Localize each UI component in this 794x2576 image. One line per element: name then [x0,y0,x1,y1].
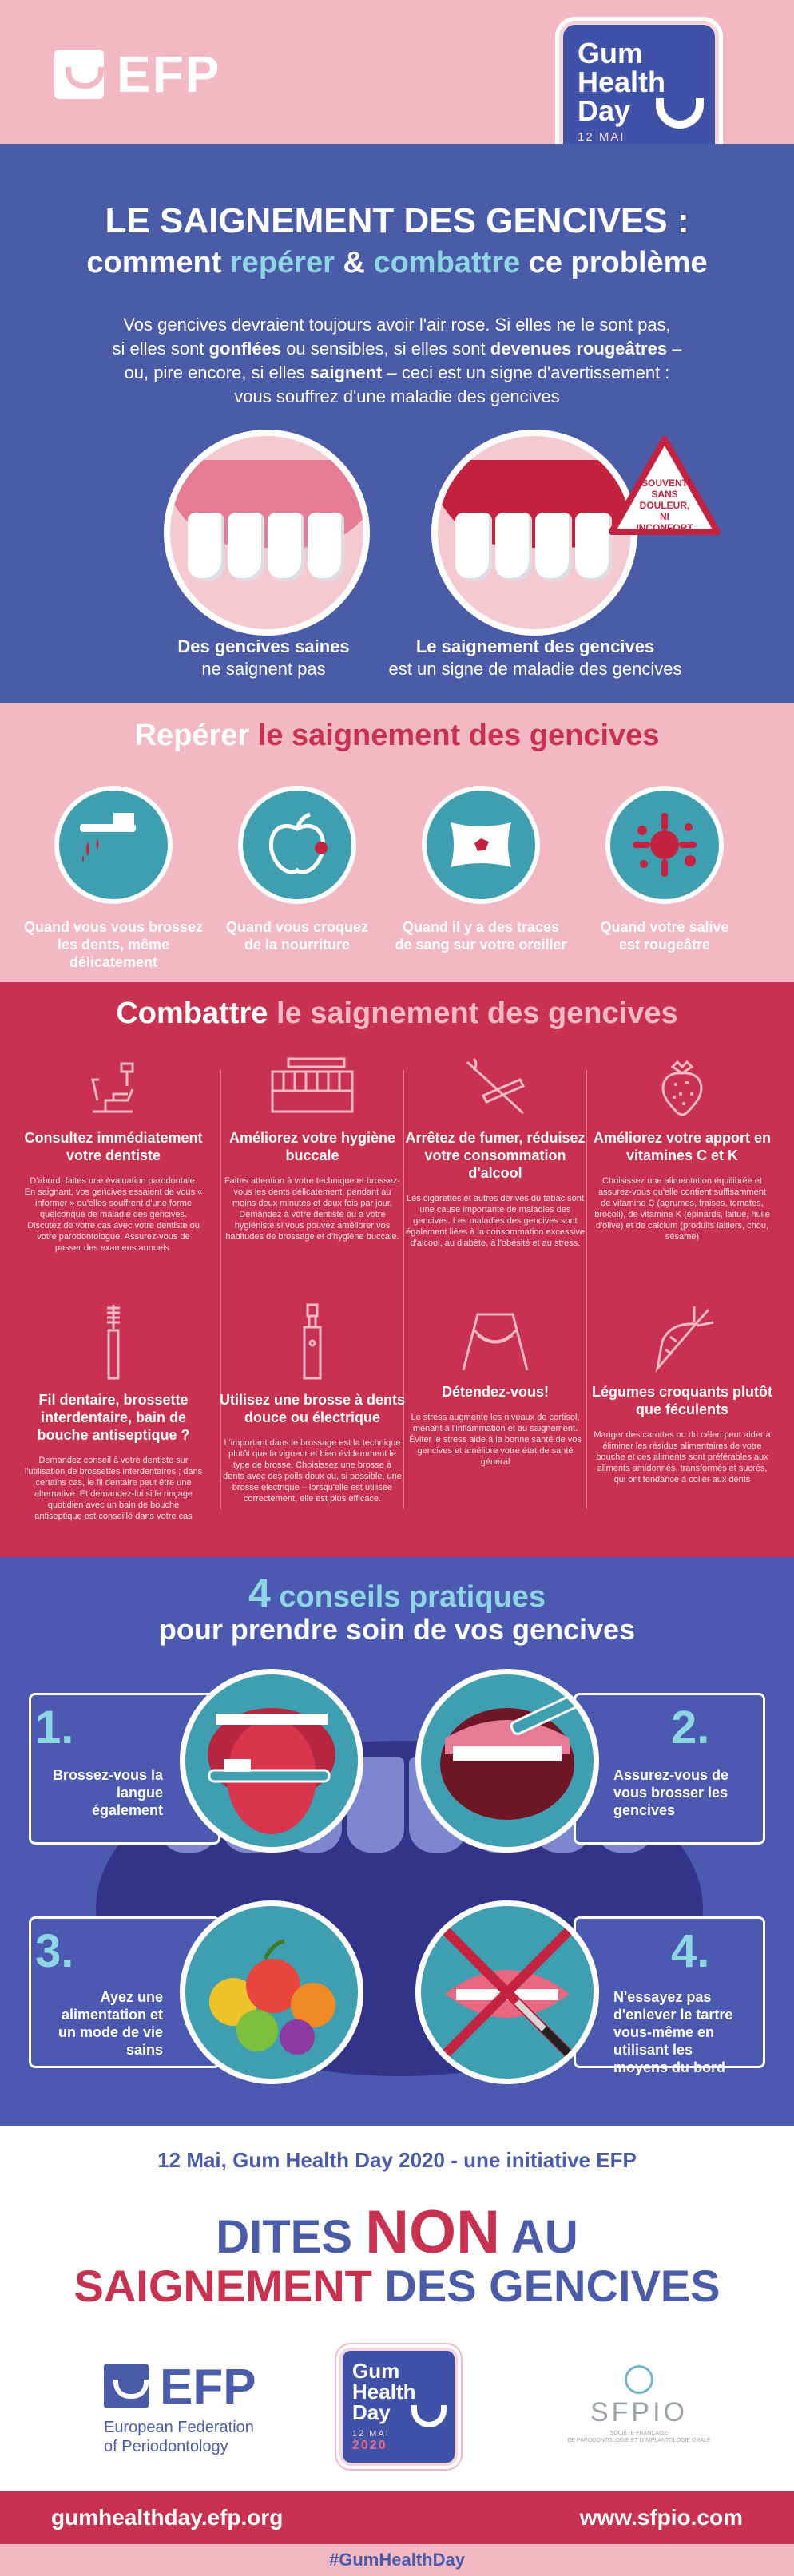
healthy-caption-rest: ne saignent pas [201,659,326,679]
tooth [228,513,264,581]
efp-smile-icon [54,50,104,99]
spot-caption-food-l1: Quand vous croquez [225,919,369,935]
smile-icon [411,2405,447,2427]
slogan-saignement: SAIGNEMENT [73,2261,372,2311]
fight-item-text: Faites attention à votre technique et brossez-vous les dents délicatement, pendant au moins deux minutes et deux fois par jour. Demandez à votre dentiste ou à votre hygiéniste si vous pouvez améliorer vos habitudes de brossage et d'hygiène buccale. [224,1176,401,1242]
fight-section [0,982,794,1557]
intro-section [0,144,794,703]
no-tartar-removal-illustration [415,1900,599,2084]
tip-number-3: 3. [35,1925,74,1977]
spot-title-red: le saignement des gencives [249,719,660,752]
tooth [535,513,572,581]
no-smoking-icon [459,1056,531,1120]
footer [0,2126,794,2576]
warning-sign [609,436,721,535]
tip-text-2: Assurez-vous de vous brosser les gencives [613,1767,729,1818]
tip-text-1: Brossez-vous la langue également [52,1767,163,1818]
spot-caption-food [205,918,389,953]
badge-title-line3: Day [578,94,631,127]
sfpio-link[interactable]: www.sfpio.com [579,2505,743,2530]
tooth [495,513,532,581]
intro-line3 [88,361,706,385]
spot-caption-saliva-l1: Quand votre salive [600,919,729,935]
footer-badge-date: 12 MAI [352,2429,390,2439]
spot-caption-pillow-l1: Quand il y a des traces [402,919,560,935]
subtitle-highlight-fight: combattre [373,246,521,279]
main-subtitle [0,246,794,280]
warning-line1: SOUVENT [641,478,688,489]
subtitle-pre: comment [86,246,230,279]
url-bar [0,2491,794,2544]
intro-line2-d: devenues rougeâtres [490,339,668,359]
fight-item-relax [399,1302,591,1468]
warning-line2: SANS [651,489,678,500]
fight-item-title: Améliorez votre apport en vitamines C et K [593,1130,772,1163]
footer-badge-l1: Gum [352,2359,400,2383]
subtitle-mid: & [334,246,374,279]
bleeding-caption [375,636,695,680]
efp-smile-icon [104,2364,149,2408]
apple-icon [238,786,356,904]
tip-number-4: 4. [671,1925,710,1977]
toothbrush-icon [54,786,173,904]
tip-text-3: Ayez une alimentation et un mode de vie sains [58,1989,163,2058]
fight-item-text: Manger des carottes ou du céleri peut aider à éliminer les résidus alimentaires de votre bouche et ces aliments sont préférables aux aliments amidonnés, transformés et sucrés, qui ont tendance à coller aux dents [594,1430,771,1484]
footer-efp-subtitle [104,2418,312,2456]
bleeding-gums-illustration [431,430,637,636]
tips-title-rest: conseils pratiques [270,1580,546,1614]
fight-item-text: L'important dans le brossage est la technique plutôt que la vigueur et bien évidemment le type de brosse. Choisissez une brosse à dents avec des poils doux ou, si possible, une brosse électrique – lorsqu'elle est utilisée correctement, elle est plus efficace. [223,1438,402,1504]
main-title: LE SAIGNEMENT DES GENCIVES : [105,201,689,240]
pillow-icon [422,786,540,904]
fight-item-text: Les cigarettes et autres dérivés du tabac sont une cause importante de maladies des gencives. Les maladies des gencives sont également liées à la consommation excessive d'alcool, au diabète, à l'obésité et au stress. [406,1194,585,1248]
spot-section [0,703,794,982]
slogan-line2 [0,2260,794,2312]
intro-line3-c: – ceci est un signe d'avertissement : [382,363,670,382]
footer-badge-l3: Day [352,2400,391,2424]
fight-item-dentist [18,1056,209,1254]
hammock-icon [455,1302,535,1373]
tip-number-2: 2. [671,1702,710,1754]
fight-item-title: Utilisez une brosse à dents douce ou électrique [219,1392,406,1425]
fight-item-text: Le stress augmente les niveaux de cortisol, menant à l'inflammation et au saignement. Éviter le stress aide à la bonne santé de vos gencives et améliore votre état de santé général [409,1413,582,1467]
healthy-caption-bold: Des gencives saines [177,636,350,656]
spot-title-white: Repérer [134,719,250,752]
spot-caption-pillow [389,918,573,953]
intro-paragraph [88,313,706,409]
carrot-icon [646,1302,718,1373]
footer-efp-sub2: of Periodontology [104,2438,228,2455]
intro-line4: vous souffrez d'une maladie des gencives [234,386,560,406]
slogan-line1 [0,2198,794,2266]
fight-item-title: Détendez-vous! [441,1384,549,1400]
tooth [575,513,612,581]
header [0,0,794,144]
tips-subtitle: pour prendre soin de vos gencives [158,1613,636,1646]
efp-logo[interactable] [54,45,220,104]
intro-line2-b: gonflées [208,339,282,359]
warning-line4: NI INCONFORT [636,511,693,533]
sfpio-text: SFPIO [590,2397,689,2427]
fight-item-title: Améliorez votre hygiène buccale [228,1130,396,1163]
tooth [455,513,492,581]
footer-initiative-line: 12 Mai, Gum Health Day 2020 - une initiative EFP [157,2148,637,2172]
spot-caption-food-l2: de la nourriture [244,937,351,953]
dental-chair-icon [81,1056,145,1120]
healthy-gums-illustration [164,430,370,636]
footer-gum-health-day-badge[interactable] [339,2348,458,2466]
sfpio-sub2: DE PARODONTOLOGIE ET D'IMPLANTOLOGIE ORALE [567,2438,711,2443]
fight-title [0,997,794,1031]
tooth [268,513,304,581]
fight-item-title: Fil dentaire, brossette interdentaire, bain de bouche antiseptique ? [37,1392,190,1443]
sfpio-emblem-icon [625,2365,653,2394]
warning-text [631,478,698,533]
intro-line2-a: si elles sont [112,339,209,359]
fight-item-text: Choisissez une alimentation équilibrée et assurez-vous qu'elle contient suffisamment de vitamine C (agrumes, fraises, tomates, brocoli), de vitamine K (épinards, laitue, huile d'olive) et de calcium (produits laitiers, chou, sésame) [594,1176,770,1242]
fight-item-title: Légumes croquants plutôt que féculents [591,1384,772,1417]
badge-title-line1: Gum [578,37,644,69]
electric-toothbrush-icon [296,1302,328,1381]
tongue-brushing-illustration [180,1669,363,1853]
tips-title [0,1570,794,1616]
sfpio-sub1: SOCIÉTÉ FRANÇAISE [609,2431,669,2436]
spot-caption-saliva [573,918,756,953]
interdental-brush-icon [97,1302,129,1381]
slogan-non: NON [365,2198,501,2266]
sfpio-subtitle [559,2430,719,2444]
fight-item-smoking [399,1056,591,1249]
subtitle-highlight-spot: repérer [229,246,335,279]
intro-line1: Vos gencives devraient toujours avoir l'air rose. Si elles ne le sont pas, [123,315,671,335]
badge-title-line2: Health [578,65,666,98]
spot-caption-saliva-l2: est rougeâtre [618,937,711,953]
fight-item-floss [18,1302,209,1522]
footer-efp-text: EFP [160,2360,256,2415]
footer-badge-l2: Health [352,2380,416,2404]
efp-logo-text: EFP [117,46,221,103]
intro-line2-e: – [667,339,682,359]
healthy-caption [144,636,383,680]
spot-caption-brushing-l2: les dents, même délicatement [57,937,170,970]
strawberry-icon [650,1056,714,1120]
spot-title [0,719,794,753]
slogan-des-gencives: DES GENCIVES [371,2261,721,2311]
bleeding-caption-rest: est un signe de maladie des gencives [388,659,682,679]
subtitle-post: ce problème [520,246,708,279]
fight-item-vegetables [586,1302,778,1485]
fight-item-title: Consultez immédiatement votre dentiste [24,1130,203,1163]
fight-item-text: D'abord, faites une évaluation parodontale. En saignant, vos gencives essaient de vous « informer » qu'elles souffrent d'une forme quelconque de maladie des gencives. Discutez de votre cas avec votre dentiste ou votre parodontologue. Assurez-vous de passer des examens annuels. [24,1176,203,1253]
tips-section [0,1557,794,2126]
tip-text-4: N'essayez pas d'enlever le tartre vous-même en utilisant les moyens du bord [613,1989,733,2075]
spot-caption-pillow-l2: de sang sur votre oreiller [395,937,567,953]
gumhealthday-link[interactable]: gumhealthday.efp.org [51,2505,284,2530]
saliva-splash-icon [605,786,724,904]
intro-line2 [88,337,706,361]
brushing-teeth-icon [264,1056,360,1120]
slogan-dites: DITES [216,2211,366,2263]
intro-line3-a: ou, pire encore, si elles [124,363,310,382]
sfpio-logo[interactable] [559,2365,719,2444]
fight-item-title: Arrêtez de fumer, réduisez votre consommation d'alcool [405,1130,586,1181]
intro-line2-c: ou sensibles, si elles sont [281,339,490,359]
tips-title-number: 4 [248,1571,271,1615]
hashtag[interactable]: #GumHealthDay [0,2544,794,2576]
spot-caption-brushing [22,918,205,971]
gum-brushing-illustration [415,1669,599,1853]
footer-efp-sub1: European Federation [104,2419,254,2436]
healthy-teeth [188,513,344,581]
bleeding-teeth [455,513,612,581]
bleeding-caption-bold: Le saignement des gencives [415,636,655,656]
fight-title-white: Combattre [116,997,268,1030]
healthy-food-illustration [180,1900,363,2084]
fight-item-text: Demandez conseil à votre dentiste sur l'utilisation de brossettes interdentaires ; dans certains cas, le fil dentaire peut être une alternative. Et demandez-lui si le rinçage quotidien avec un bain de bouche antiseptique est conseillé dans votre cas [24,1456,203,1521]
warning-line3: DOULEUR, [639,500,690,511]
tip-number-1: 1. [35,1702,74,1754]
fight-item-hygiene [216,1056,408,1242]
spot-caption-brushing-l1: Quand vous vous brossez [23,919,204,935]
fight-item-vitamins [586,1056,778,1242]
fight-item-brush [216,1302,408,1504]
intro-line3-b: saignent [309,363,383,382]
footer-badge-year: 2020 [352,2439,387,2452]
slogan-au: AU [500,2211,578,2263]
tooth [188,513,224,581]
badge-date: 12 MAI [578,130,625,144]
tooth [308,513,344,581]
fight-title-pink: le saignement des gencives [268,997,678,1030]
